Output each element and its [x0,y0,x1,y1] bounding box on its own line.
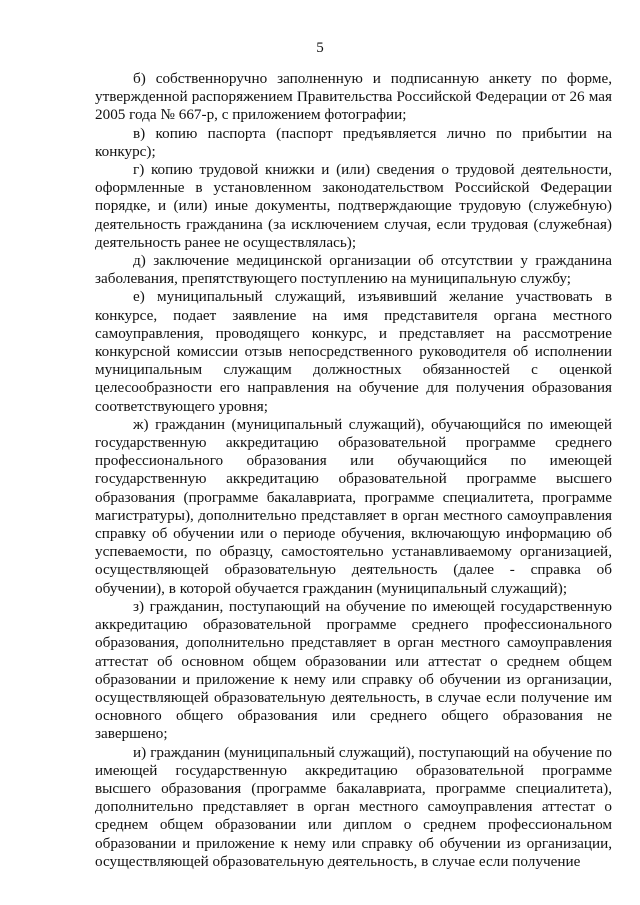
paragraph-zh: ж) гражданин (муниципальный служащий), обучающийся по имеющей государственную аккредитацию образовательной программе среднего профессионального образования или обучающийся по имеющей государственную аккредитацию образовательной программе высшего образования (программе бакалавриата, программе специалитета, программе магистратуры), дополнительно представляет в орган местного самоуправления справку об обучении или о периоде обучения, включающую информацию об успеваемости, по образцу, самостоятельно устанавливаемому организацией, осуществляющей образовательную деятельность (далее - справка об обучении), в которой обучается гражданин (муниципальный служащий); [95,415,612,597]
paragraph-v: в) копию паспорта (паспорт предъявляется лично по прибытии на конкурс); [95,124,612,160]
paragraph-b: б) собственноручно заполненную и подписанную анкету по форме, утвержденной распоряжением Правительства Российской Федерации от 26 мая 2005 года № 667-р, с приложением фотографии; [95,70,612,124]
paragraph-g: г) копию трудовой книжки и (или) сведения о трудовой деятельности, оформленные в установленном законодательством Российской Федерации порядке, и (или) иные документы, подтверждающие трудовую (служебную) деятельность гражданина (за исключением случая, если трудовая (служебная) деятельность ранее не осуществлялась); [95,161,612,251]
paragraph-d: д) заключение медицинской организации об отсутствии у гражданина заболевания, препятствующего поступлению на муниципальную службу; [95,252,612,288]
document-body [95,70,612,871]
paragraph-z: з) гражданин, поступающий на обучение по имеющей государственную аккредитацию образовательной программе среднего профессионального образования, дополнительно представляет в орган местного самоуправления аттестат об основном общем образовании или аттестат о среднем общем образовании и приложение к нему или справку об обучении из организации, осуществляющей образовательную деятельность, в случае если получение им основного общего образования или среднего общего образования не завершено; [95,597,612,743]
page-number: 5 [316,40,324,56]
paragraph-i: и) гражданин (муниципальный служащий), поступающий на обучение по имеющей государственную аккредитацию образовательной программе высшего образования (программе бакалавриата, программе специалитета), дополнительно представляет в орган местного самоуправления аттестат о среднем общем образовании или диплом о среднем профессиональном образовании и приложение к нему или справку об обучении из организации, осуществляющей образовательную деятельность, в случае если получение [95,743,612,870]
paragraph-e: е) муниципальный служащий, изъявивший желание участвовать в конкурсе, подает заявление на имя представителя органа местного самоуправления, проводящего конкурс, и представляет на рассмотрение конкурсной комиссии отзыв непосредственного руководителя об исполнении муниципальным служащим должностных обязанностей с оценкой целесообразности его направления на обучение для получения образования соответствующего уровня; [95,288,612,415]
